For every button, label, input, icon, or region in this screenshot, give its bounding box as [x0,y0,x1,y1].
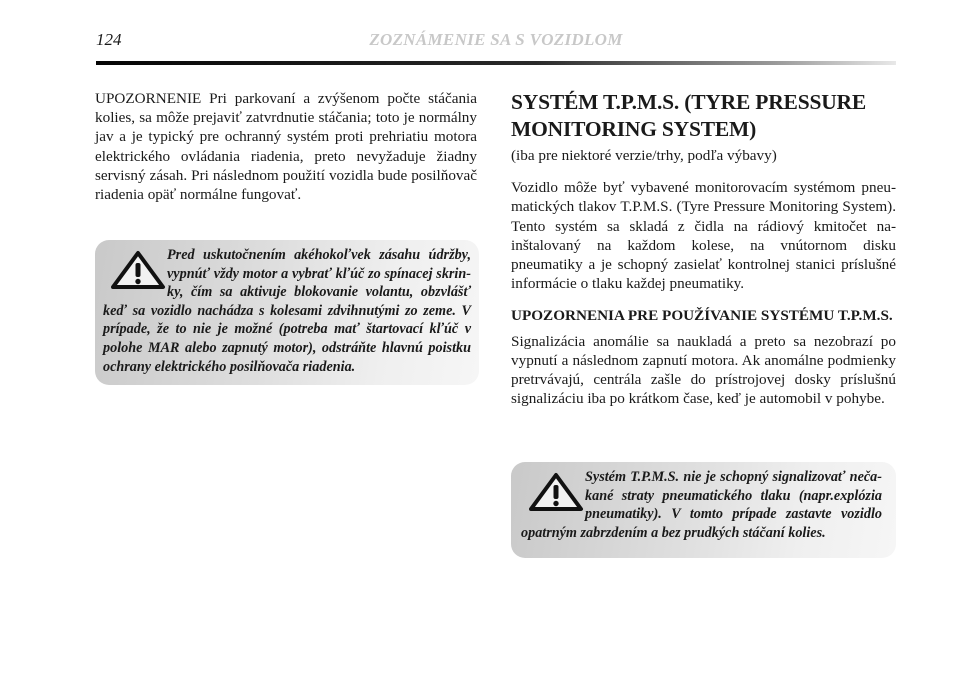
maintenance-warning-text [103,246,471,376]
tpms-intro-paragraph: Vozidlo môže byť vybavené monitorovacím systémom pneumatických tlakov T.P.M.S. (Tyre Pressure Monitoring System). Tento systém sa skladá z čidla na rádiový kmitočet nainštalovaný na každom kolese, na vnútornom disku pneumatiky a je schopný zasielať kontrolnej stanici príslušné informácie o tlaku každej pneumatiky. [511,179,896,293]
warning-triangle-icon [109,250,167,290]
page-header [96,30,896,54]
usage-paragraph: Signalizácia anomálie sa naukladá a preto sa nezobrazí po vypnutí a následnom zapnutí motora. Ak anomálne podmienky pretrvávajú, centrála zašle do prístrojovej dosky príslušnú signalizáciu iba po krátkom čase, keď je automobil v pohybe. [511,332,896,408]
left-column [95,89,477,204]
tpms-warning-text [521,468,882,542]
steering-note-paragraph: UPOZORNENIE Pri parkovaní a zvýšenom počte stáčania kolies, sa môže prejaviť zatvrdnutie stáčania; toto je normálny jav a je typický pre ochranný systém proti prehriatiu motora elektrického ovládania riadenia, preto nevyžaduje žiadny servisný zásah. Pri následnom použití vozidla bude posilňovač riadenia opäť normálne fungovať. [95,90,477,204]
header-rule [96,61,896,65]
usage-subheading: UPOZORNENIA PRE POUŽÍVANIE SYSTÉMU T.P.M.S. [511,307,893,325]
page-number: 124 [96,30,122,49]
section-subtitle: (iba pre niektoré verzie/trhy, podľa výbavy) [511,147,777,164]
spacer [511,165,896,178]
maintenance-warning-box [95,240,479,385]
chapter-title: ZOZNÁMENIE SA S VOZIDLOM [369,30,623,49]
spacer [511,293,896,306]
tpms-warning-content: Systém T.P.M.S. nie je schopný signalizovať nečakané straty pneumatického tlaku (napr.explózia pneumatiky). V tomto prípade zastavte vozidlo opatrným zabrzdením a bez prudkých stáčaní kolies. [521,469,882,541]
maintenance-warning-content: Pred uskutočnením akéhokoľvek zásahu údržby, vypnúť vždy motor a vybrať kľúč zo spínacej skrinky, čím sa aktivuje blokovanie volantu, obzvlášť keď sa vozidlo nachádza s kolesami zdvihnutými zo zeme. V prípade, že to nie je možné (potreba mať štartovací kľúč v polohe MAR alebo zapnutý motor), odstráňte hlavnú poistku ochrany elektrického posilňovača riadenia. [103,247,471,375]
right-column [511,89,896,408]
warning-triangle-icon [527,472,585,512]
tpms-warning-box [511,462,896,558]
section-title: SYSTÉM T.P.M.S. (TYRE PRESSURE MONITORING SYSTEM) [511,90,867,141]
